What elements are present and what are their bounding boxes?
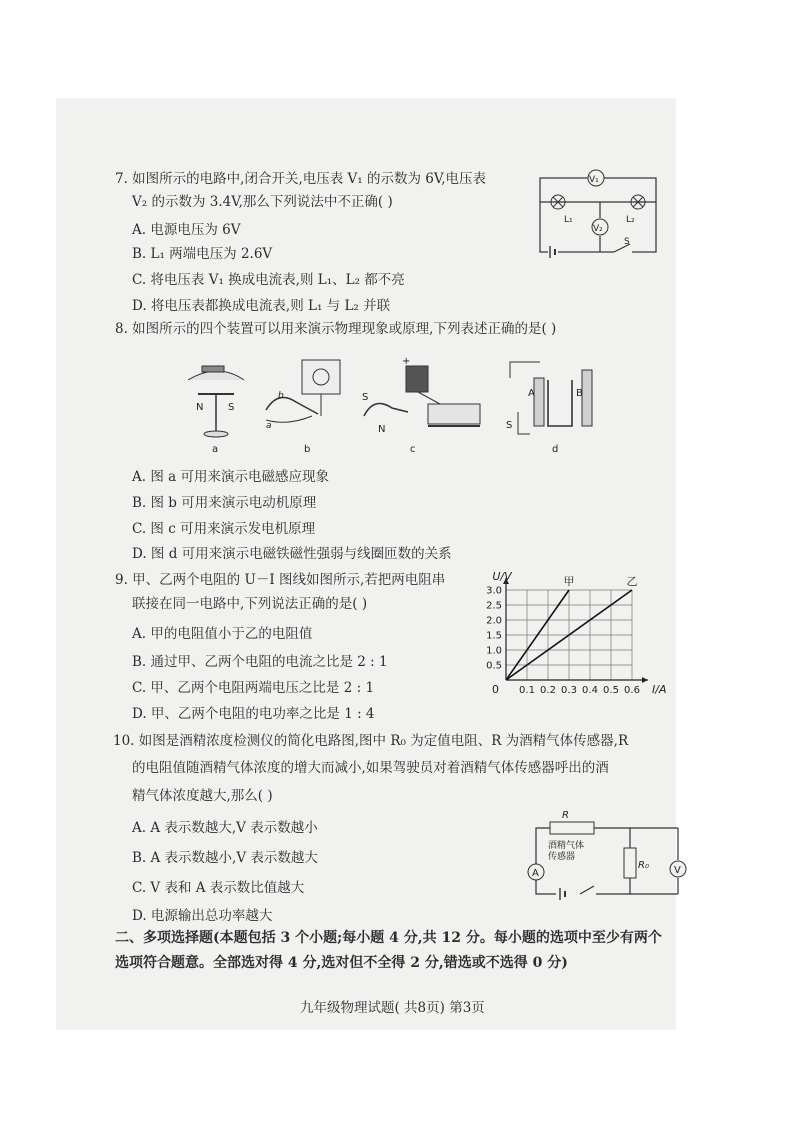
q8-figure-c [362, 356, 480, 455]
q10-sensor-resistor [548, 810, 594, 862]
x-tick-label: 0.3 [561, 685, 577, 696]
svg-text:N: N [196, 402, 204, 413]
section2-heading-line2: 选项符合题意。全部选对得 4 分,选对但不全得 2 分,错选或不选得 0 分) [115, 955, 568, 971]
q10-circuit-diagram [522, 808, 692, 904]
q9-option-c: C. 甲、乙两个电阻两端电压之比是 2 : 1 [132, 680, 375, 696]
section2-heading-line1: 二、多项选择题(本题包括 3 个小题;每小题 4 分,共 12 分。每小题的选项中至少有两个 [115, 930, 662, 946]
y-tick-label: 2.0 [486, 615, 502, 627]
svg-text:b: b [304, 444, 311, 455]
y-tick-label: 2.5 [486, 600, 502, 612]
svg-text:c: c [410, 444, 416, 455]
q10-stem-line3: 精气体浓度越大,那么( ) [132, 788, 273, 804]
x-axis-arrow [642, 677, 648, 683]
chart-series [506, 575, 638, 680]
q10-stem-line1: 10. 如图是酒精浓度检测仪的简化电路图,图中 R₀ 为定值电阻、R 为酒精气体传感器,R [113, 733, 629, 749]
svg-text:+: + [402, 356, 411, 367]
y-tick-label: 3.0 [486, 585, 502, 597]
q9-option-b: B. 通过甲、乙两个电阻的电流之比是 2 : 1 [132, 654, 388, 670]
q7-switch [614, 237, 632, 256]
q10-stem-line2: 的电阻值随酒精气体浓度的增大而减小,如果驾驶员对着酒精气体传感器呼出的酒 [132, 760, 609, 776]
series-label: 甲 [563, 575, 575, 588]
q8-figures [178, 350, 608, 456]
svg-text:A: A [532, 868, 539, 879]
svg-text:A: A [528, 388, 535, 399]
q7-option-a: A. 电源电压为 6V [132, 222, 241, 238]
svg-text:酒精气体: 酒精气体 [548, 841, 585, 851]
q9-ui-chart [476, 568, 676, 698]
y-tick-label: 1.0 [486, 645, 502, 657]
q8-option-d: D. 图 d 可用来演示电磁铁磁性强弱与线圈匝数的关系 [132, 546, 452, 562]
x-tick-label: 0.2 [540, 685, 556, 696]
svg-text:V: V [674, 865, 681, 876]
q8-figure-a [188, 366, 244, 455]
svg-text:S: S [624, 237, 630, 247]
svg-text:b: b [278, 391, 284, 401]
q7-circuit-diagram [534, 164, 664, 260]
svg-text:L₂: L₂ [626, 215, 635, 225]
q10-option-b: B. A 表示数越小,V 表示数越大 [132, 850, 318, 866]
svg-text:L₁: L₁ [564, 215, 573, 225]
svg-text:a: a [212, 444, 219, 455]
q8-option-a: A. 图 a 可用来演示电磁感应现象 [132, 469, 329, 485]
svg-text:B: B [576, 388, 583, 399]
series-label: 乙 [626, 575, 638, 588]
q8-figure-d [506, 362, 592, 455]
x-tick-label: 0.4 [582, 685, 598, 696]
q10-fixed-resistor-r0 [624, 848, 649, 878]
svg-text:a: a [266, 421, 272, 431]
q10-voltmeter [670, 861, 686, 877]
svg-text:S: S [228, 402, 235, 413]
origin-label: 0 [492, 683, 499, 696]
svg-text:S: S [362, 392, 369, 403]
q7-option-c: C. 将电压表 V₁ 换成电流表,则 L₁、L₂ 都不亮 [132, 272, 405, 288]
x-axis-label: I/A [652, 683, 667, 696]
q7-lamp-l1 [551, 195, 573, 225]
q7-lamp-l2 [626, 195, 645, 225]
q10-option-a: A. A 表示数越大,V 表示数越小 [132, 820, 318, 836]
q7-stem-line1: 7. 如图所示的电路中,闭合开关,电压表 V₁ 的示数为 6V,电压表 [115, 171, 487, 187]
page-footer: 九年级物理试题( 共8页) 第3页 [300, 1000, 485, 1016]
q7-option-d: D. 将电压表都换成电流表,则 L₁ 与 L₂ 并联 [132, 298, 391, 314]
q10-battery-and-switch [556, 886, 596, 900]
svg-text:V₁: V₁ [589, 175, 599, 185]
x-tick-label: 0.6 [624, 685, 640, 696]
x-tick-label: 0.5 [603, 685, 619, 696]
svg-text:S: S [506, 420, 513, 431]
y-axis-label: U/V [492, 570, 512, 583]
q9-stem-line1: 9. 甲、乙两个电阻的 U－I 图线如图所示,若把两电阻串 [115, 572, 446, 588]
q10-option-c: C. V 表和 A 表示数比值越大 [132, 880, 305, 896]
q8-figure-b [266, 360, 340, 455]
q7-stem-line2: V₂ 的示数为 3.4V,那么下列说法中不正确( ) [132, 194, 393, 210]
q8-option-c: C. 图 c 可用来演示发电机原理 [132, 521, 316, 537]
q10-ammeter [528, 864, 544, 880]
chart-axes [492, 570, 666, 696]
q7-voltmeter-v1 [588, 170, 604, 186]
svg-text:R: R [562, 810, 569, 821]
svg-text:d: d [552, 444, 559, 455]
q7-option-b: B. L₁ 两端电压为 2.6V [132, 246, 273, 262]
x-tick-label: 0.1 [519, 685, 535, 696]
y-tick-label: 0.5 [486, 660, 502, 672]
q9-option-d: D. 甲、乙两个电阻的电功率之比是 1 : 4 [132, 706, 375, 722]
q8-stem: 8. 如图所示的四个装置可以用来演示物理现象或原理,下列表述正确的是( ) [115, 321, 557, 337]
y-tick-label: 1.5 [486, 630, 502, 642]
q10-option-d: D. 电源输出总功率越大 [132, 908, 273, 924]
q9-option-a: A. 甲的电阻值小于乙的电阻值 [132, 626, 313, 642]
q7-voltmeter-v2 [592, 219, 608, 235]
q8-option-b: B. 图 b 可用来演示电动机原理 [132, 495, 317, 511]
q9-stem-line2: 联接在同一电路中,下列说法正确的是( ) [132, 596, 368, 612]
svg-text:V₂: V₂ [593, 224, 603, 234]
svg-text:传感器: 传感器 [548, 852, 576, 862]
svg-text:N: N [378, 424, 386, 435]
q7-battery [548, 246, 558, 258]
svg-text:R₀: R₀ [638, 860, 649, 871]
